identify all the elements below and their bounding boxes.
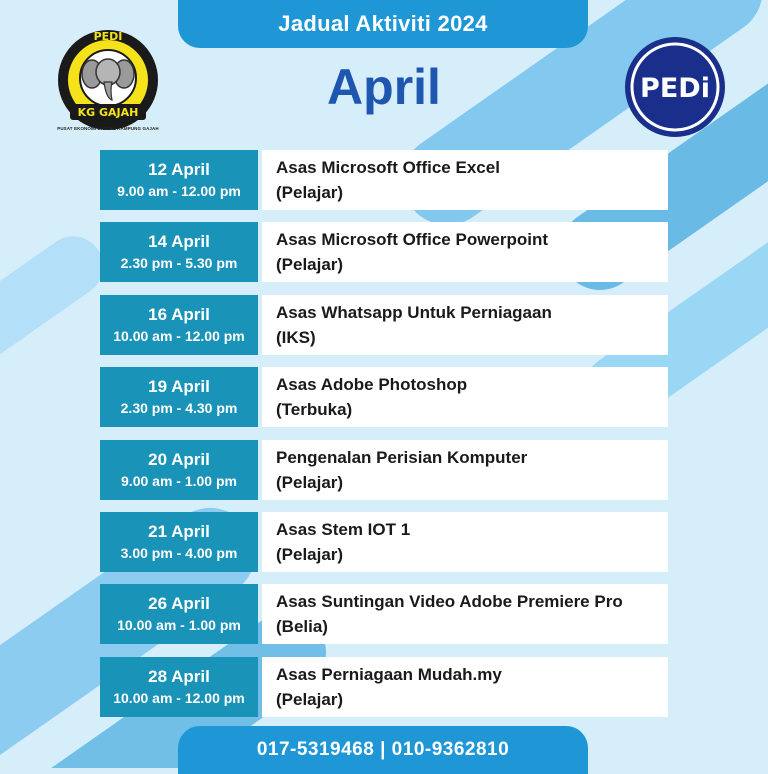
event-category: (Belia) [276,617,328,637]
pedi-badge-icon [624,36,726,138]
event-time: 9.00 am - 12.00 pm [117,183,241,199]
event-info [262,295,668,355]
event-row [100,367,668,427]
event-datetime [100,367,258,427]
event-row [100,657,668,717]
event-time: 2.30 pm - 5.30 pm [120,255,238,272]
schedule-list [100,150,668,729]
logo-top-text: PEDI [93,30,123,43]
event-datetime [100,295,258,355]
event-info [262,584,668,644]
event-time: 3.00 pm - 4.00 pm [120,544,238,561]
badge-text: PEDi [640,73,710,104]
event-datetime [100,512,258,572]
event-category: (Pelajar) [276,544,344,564]
event-row [100,512,668,572]
event-row [100,440,668,500]
event-datetime [100,150,258,210]
event-info [262,512,668,572]
event-row [100,584,668,644]
event-title: Asas Perniagaan Mudah.my [276,664,502,684]
event-datetime [100,657,258,717]
event-title: Pengenalan Perisian Komputer [276,447,528,467]
event-row [100,222,668,282]
event-info [262,150,668,210]
event-category: (Pelajar) [276,472,344,492]
contact-phone-numbers: 017-5319468 | 010-9362810 [178,726,588,774]
event-date: 26 April [148,594,210,614]
event-time: 10.00 am - 1.00 pm [117,617,241,634]
event-info [262,440,668,500]
event-date: 16 April [148,304,210,324]
event-row [100,295,668,355]
event-title: Asas Adobe Photoshop [276,375,468,395]
event-date: 12 April [148,160,210,179]
event-title: Asas Whatsapp Untuk Perniagaan [276,302,552,322]
event-category: (Pelajar) [276,183,344,202]
header-title: Jadual Aktiviti 2024 [178,0,588,48]
event-title: Asas Suntingan Video Adobe Premiere Pro [276,592,623,612]
logo-caption: PUSAT EKONOMI DIGITAL KAMPUNG GAJAH [57,126,159,131]
event-date: 28 April [148,666,210,686]
event-category: (IKS) [276,327,316,347]
event-category: (Pelajar) [276,255,344,275]
event-datetime [100,440,258,500]
logo-band-text: KG GAJAH [77,106,139,119]
event-time: 10.00 am - 12.00 pm [113,689,245,706]
event-datetime [100,222,258,282]
event-date: 21 April [148,521,210,541]
event-info [262,657,668,717]
event-title: Asas Microsoft Office Powerpoint [276,230,549,250]
event-title: Asas Stem IOT 1 [276,519,411,539]
event-row [100,150,668,210]
event-date: 19 April [148,377,210,397]
event-info [262,367,668,427]
event-time: 10.00 am - 12.00 pm [113,327,245,344]
event-info [262,222,668,282]
event-datetime [100,584,258,644]
event-category: (Pelajar) [276,689,344,709]
event-time: 9.00 am - 1.00 pm [121,472,237,489]
event-date: 20 April [148,449,210,469]
event-time: 2.30 pm - 4.30 pm [120,400,238,417]
event-date: 14 April [148,232,210,252]
month-title: April [327,59,441,115]
event-title: Asas Microsoft Office Excel [276,158,500,177]
event-category: (Terbuka) [276,400,353,420]
